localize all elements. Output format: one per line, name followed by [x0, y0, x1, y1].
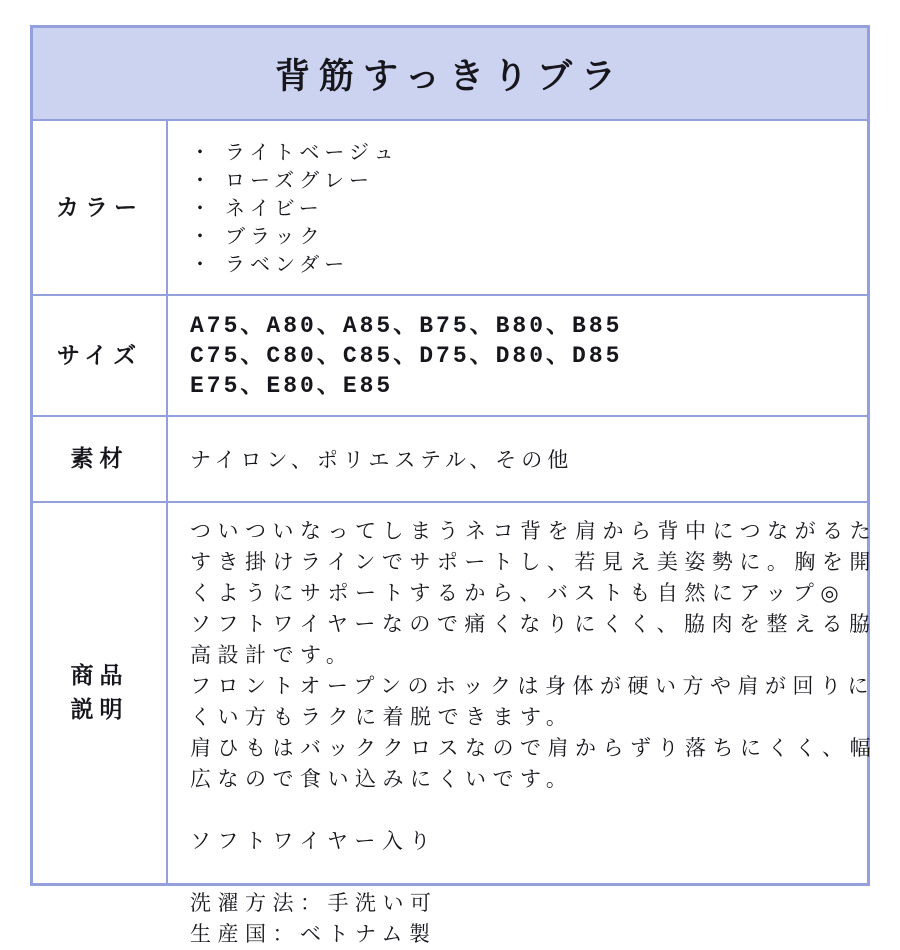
- description-lines: [190, 516, 877, 950]
- color-label: カラー: [56, 194, 143, 221]
- description-line: 肩ひもはバッククロスなので肩からずり落ちにくく、幅: [190, 736, 878, 760]
- description-line: 生産国：ベトナム製: [190, 922, 437, 946]
- spec-table: [30, 25, 878, 946]
- color-list-item: ・ ローズグレー: [190, 167, 374, 192]
- description-line: くようにサポートするから、バストも自然にアップ◎: [190, 581, 846, 605]
- title-bar: [33, 28, 867, 121]
- bullet-icon: ・: [190, 223, 215, 248]
- description-line: 洗濯方法：手洗い可: [190, 891, 438, 915]
- description-line: 高設計です。: [190, 643, 354, 667]
- material-label-cell: [33, 417, 168, 501]
- size-label: サイズ: [56, 342, 143, 369]
- size-line: C75、C80、C85、D75、D80、D85: [190, 342, 623, 369]
- row-color: [33, 121, 867, 296]
- description-line: ついついなってしまうネコ背を肩から背中につながるた: [190, 519, 878, 543]
- description-line: くい方もラクに着脱できます。: [190, 705, 574, 729]
- description-line: 広なので食い込みにくいです。: [190, 767, 574, 791]
- material-value: [168, 417, 867, 501]
- size-label-cell: [33, 296, 168, 415]
- color-values: [168, 121, 867, 294]
- size-values: [168, 296, 867, 415]
- size-line: A75、A80、A85、B75、B80、B85: [190, 312, 623, 339]
- color-list-item: ・ ブラック: [190, 223, 325, 248]
- color-list-item: ・ ライトベージュ: [190, 139, 399, 164]
- description-line: [190, 795, 877, 826]
- description-line: フロントオープンのホックは身体が硬い方や肩が回りに: [190, 674, 875, 698]
- description-text: [168, 503, 887, 946]
- description-label-cell: [33, 503, 168, 883]
- description-label: 商品 説明: [70, 663, 129, 723]
- description-line: ソフトワイヤー入り: [190, 829, 437, 853]
- description-line: [190, 857, 877, 888]
- size-line: E75、E80、E85: [190, 372, 394, 399]
- color-list: [190, 138, 857, 278]
- description-line: すき掛けラインでサポートし、若見え美姿勢に。胸を開: [190, 550, 877, 574]
- material-text: ナイロン、ポリエステル、その他: [190, 448, 574, 472]
- description-line: ソフトワイヤーなので痛くなりにくく、脇肉を整える脇: [190, 612, 877, 636]
- size-lines: [190, 311, 857, 401]
- bullet-icon: ・: [190, 251, 215, 276]
- bullet-icon: ・: [190, 195, 215, 220]
- row-size: [33, 296, 867, 417]
- row-material: [33, 417, 867, 503]
- bullet-icon: ・: [190, 167, 215, 192]
- material-label: 素材: [70, 446, 129, 472]
- color-list-item: ・ ラベンダー: [190, 251, 350, 276]
- color-list-item: ・ ネイビー: [190, 195, 324, 220]
- color-label-cell: [33, 121, 168, 294]
- row-description: [33, 503, 878, 946]
- product-title: 背筋すっきりブラ: [275, 56, 625, 97]
- bullet-icon: ・: [190, 139, 215, 164]
